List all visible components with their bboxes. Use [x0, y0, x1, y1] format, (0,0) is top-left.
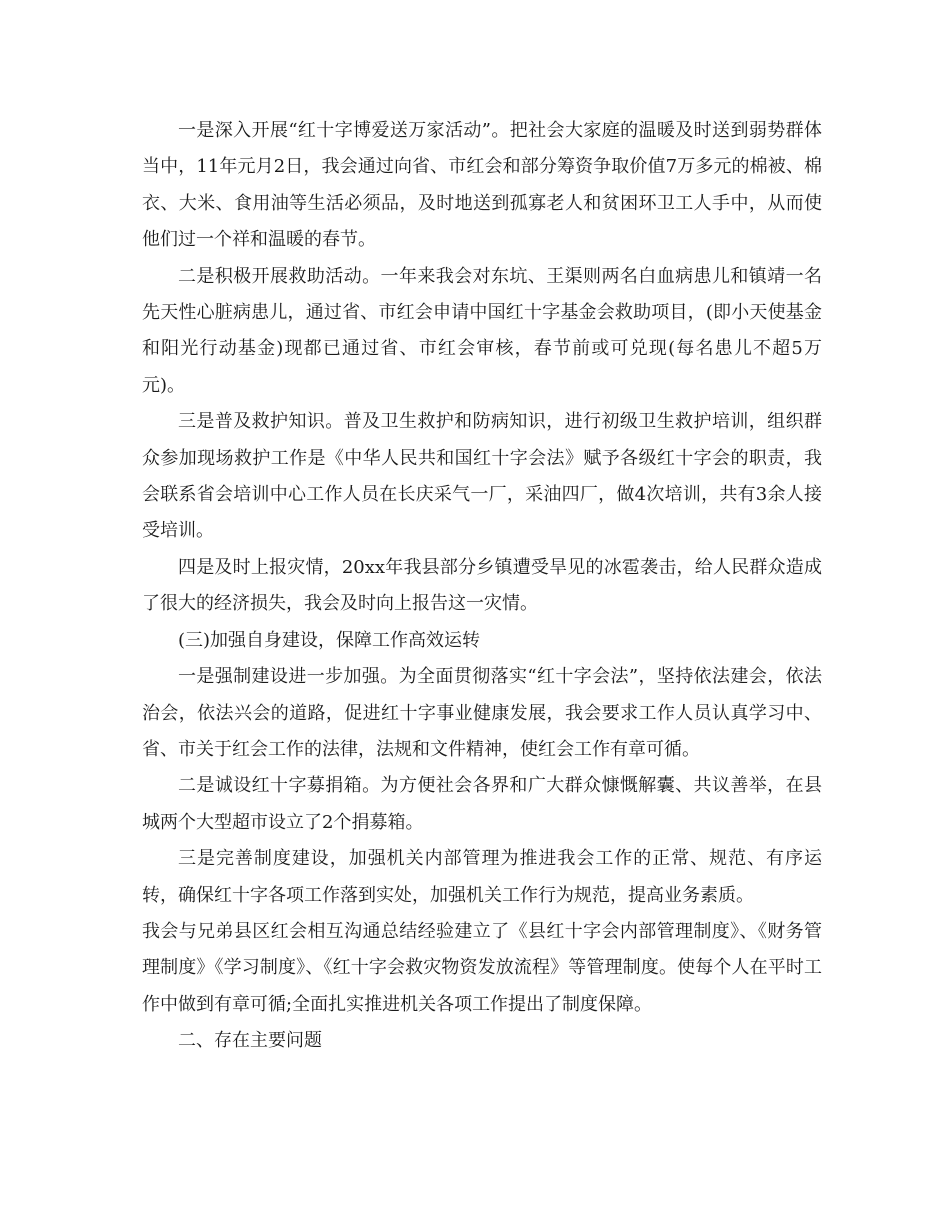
paragraph-system-building: 三是完善制度建设，加强机关内部管理为推进我会工作的正常、规范、有序运转，确保红十字各项工作落到实处，加强机关工作行为规范，提高业务素质。 — [142, 848, 822, 906]
paragraph-management-rules: 我会与兄弟县区红会相互沟通总结经验建立了《县红十字会内部管理制度》、《财务管理制度》《学习制度》、《红十字会救灾物资发放流程》等管理制度。使每个人在平时工作中做到有章可循;全面扎实推进机关各项工作提出了制度保障。 — [142, 920, 822, 1015]
paragraph-rescue-activity: 二是积极开展救助活动。一年来我会对东坑、王渠则两名白血病患儿和镇靖一名先天性心脏病患儿，通过省、市红会申请中国红十字基金会救助项目，(即小天使基金和阳光行动基金)现都已通过省、市红会审核，春节前或可兑现(每名患儿不超5万元)。 — [142, 265, 822, 396]
paragraph-legal-construction: 一是强制建设进一步加强。为全面贯彻落实“红十字会法”，坚持依法建会，依法治会，依法兴会的道路，促进红十字事业健康发展，我会要求工作人员认真学习中、省、市关于红会工作的法律，法规和文件精神，使红会工作有章可循。 — [142, 666, 822, 760]
paragraph-disaster-report: 四是及时上报灾情，20xx年我县部分乡镇遭受旱见的冰雹袭击，给人民群众造成了很大的经济损失，我会及时向上报告这一灾情。 — [142, 556, 822, 615]
paragraph-first-aid-training: 三是普及救护知识。普及卫生救护和防病知识，进行初级卫生救护培训，组织群众参加现场救护工作是《中华人民共和国红十字会法》赋予各级红十字会的职责，我会联系省会培训中心工作人员在长庆采气一厂，采油四厂，做4次培训，共有3余人接受培训。 — [142, 411, 822, 542]
section-heading-self-building: (三)加强自身建设，保障工作高效运转 — [178, 629, 481, 651]
paragraph-donation-boxes: 二是诚设红十字募捐箱。为方便社会各界和广大群众慷慨解囊、共议善举，在县城两个大型超市设立了2个捐募箱。 — [142, 775, 822, 833]
section-heading-main-problems: 二、存在主要问题 — [178, 1030, 322, 1052]
document-body — [142, 113, 822, 1060]
paragraph-relief-activity: 一是深入开展“红十字博爱送万家活动”。把社会大家庭的温暖及时送到弱势群体当中，11年元月2日，我会通过向省、市红会和部分筹资争取价值7万多元的棉被、棉衣、大米、食用油等生活必须品，及时地送到孤寡老人和贫困环卫工人手中，从而使他们过一个祥和温暖的春节。 — [142, 120, 822, 251]
